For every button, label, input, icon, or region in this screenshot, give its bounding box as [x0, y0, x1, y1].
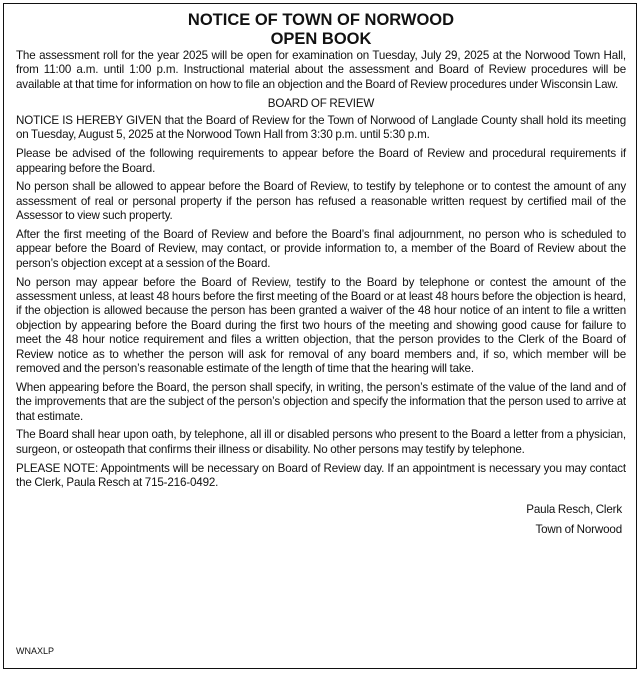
meeting-paragraph: NOTICE IS HEREBY GIVEN that the Board of Review for the Town of Norwood of Langlade County shall hold its meeting on Tuesday, August 5, 2025 at the Norwood Town Hall from 3:30 p.m. until 5:30 p.m.: [16, 114, 626, 142]
requirements-paragraph: Please be advised of the following requirements to appear before the Board of Review and procedural requirements if appearing before the Board.: [16, 147, 626, 175]
written-estimate-paragraph: When appearing before the Board, the person shall specify, in writing, the person’s estimate of the value of the land and of the improvements that are the subject of the person’s objection and specify the information that the person used to arrive at that estimate.: [16, 380, 626, 423]
signature-name: Paula Resch, Clerk: [526, 502, 622, 516]
notice-subtitle: OPEN BOOK: [270, 30, 372, 48]
publication-code: WNAXLP: [16, 645, 55, 656]
oath-paragraph: The Board shall hear upon oath, by telephone, all ill or disabled persons who present to the Board a letter from a physician, surgeon, or osteopath that confirms their illness or disability. No other persons may testify by telephone.: [16, 428, 626, 456]
legal-notice: [3, 3, 637, 669]
assessor-view-paragraph: No person shall be allowed to appear before the Board of Review, to testify by telephone or to contest the amount of any assessment of real or personal property if the person has refused a reasonable written request by certified mail of the Assessor to view such property.: [16, 180, 626, 223]
section-heading: BOARD OF REVIEW: [267, 96, 375, 110]
contact-restriction-paragraph: After the first meeting of the Board of Review and before the Board’s final adjournment, no person who is scheduled to appear before the Board of Review, may contact, or provide information to, a member of the Board of Review about the person’s objection except at a session of the Board.: [16, 228, 626, 270]
notice-title: NOTICE OF TOWN OF NORWOOD: [187, 11, 455, 29]
signature-organization: Town of Norwood: [535, 522, 622, 536]
appointment-paragraph: PLEASE NOTE: Appointments will be necessary on Board of Review day. If an appointment is necessary you may contact the Clerk, Paula Resch at 715-216-0492.: [16, 461, 626, 490]
notice-requirement-paragraph: No person may appear before the Board of Review, testify to the Board by telephone or contest the amount of the assessment unless, at least 48 hours before the first meeting of the Board or at least 48 hours before the objection is heard, if the objection is allowed because the person has been granted a waiver of the 48 hour notice of an intent to file a written objection by appearing before the Board during the first two hours of the meeting and showing good cause for failure to meet the 48 hour notice requirement and files a written objection, that the person provides to the Clerk of the Board of Review notice as to whether the person will ask for removal of any board members and, if so, which member will be removed and the person’s reasonable estimate of the length of time that the hearing will take.: [16, 275, 626, 376]
intro-paragraph: The assessment roll for the year 2025 will be open for examination on Tuesday, July 29, 2025 at the Norwood Town Hall, from 11:00 a.m. until 1:00 p.m. Instructional material about the assessment and Board of Review procedures will be available at that time for information on how to file an objection and the Board of Review procedures under Wisconsin Law.: [16, 49, 626, 91]
